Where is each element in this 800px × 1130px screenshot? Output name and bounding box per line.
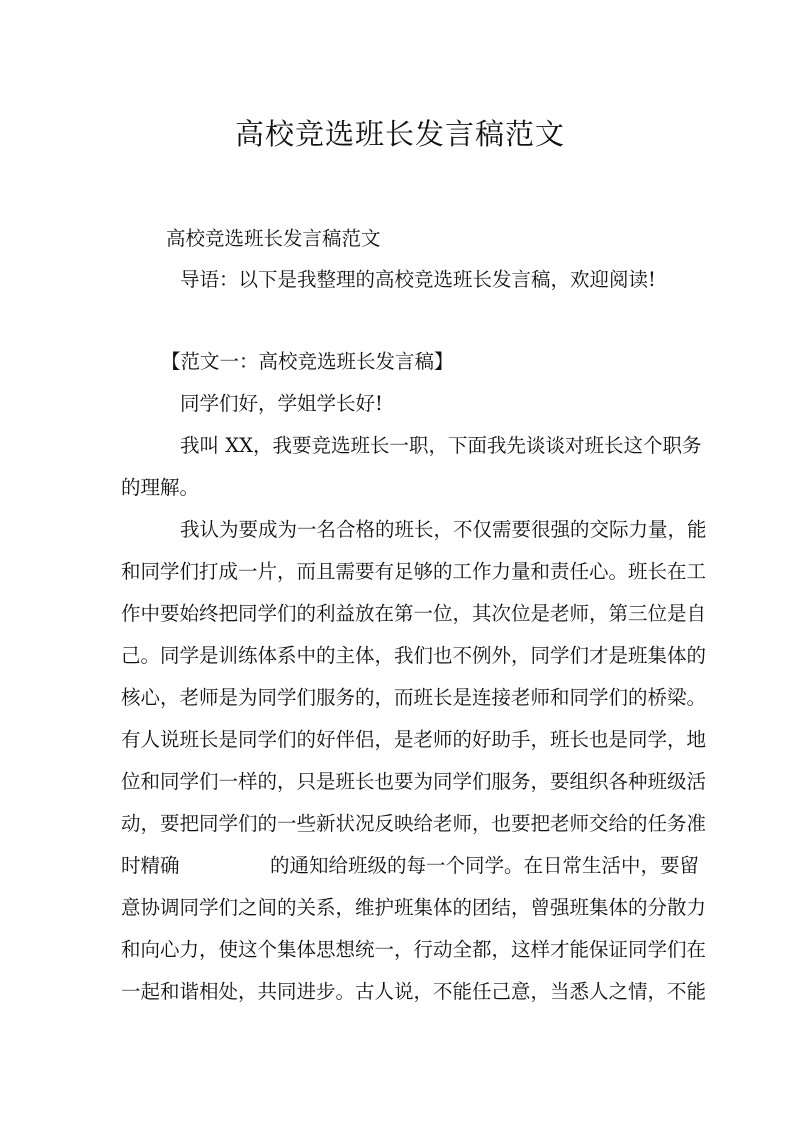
paragraph-line: 意协调同学们之间的关系，维护班集体的团结，曾强班集体的分散力 [121, 896, 707, 919]
section-heading: 【范文一：高校竞选班长发言稿】 [161, 350, 454, 373]
paragraph-line: 己。同学是训练体系中的主体，我们也不例外，同学们才是班集体的 [121, 644, 707, 667]
paragraph-line: 的理解。 [121, 476, 200, 499]
document-title: 高校竞选班长发言稿范文 [234, 117, 565, 151]
paragraph-line: 我叫 XX，我要竞选班长一职，下面我先谈谈对班长这个职务 [180, 434, 702, 457]
intro-line: 导语：以下是我整理的高校竞选班长发言稿，欢迎阅读! [180, 268, 656, 291]
paragraph-line: 一起和谐相处，共同进步。古人说，不能任己意，当悉人之情，不能 [121, 980, 707, 1003]
paragraph-line: 作中要始终把同学们的利益放在第一位，其次位是老师，第三位是自 [121, 602, 707, 625]
paragraph-line-left: 时精确 [121, 854, 180, 877]
paragraph-line: 位和同学们一样的，只是班长也要为同学们服务，要组织各种班级活 [121, 770, 707, 793]
paragraph-line-right: 的通知给班级的每一个同学。在日常生活中，要留 [270, 854, 700, 877]
paragraph-line: 我认为要成为一名合格的班长，不仅需要很强的交际力量，能 [180, 518, 707, 541]
paragraph-line: 和向心力，使这个集体思想统一，行动全都，这样才能保证同学们在 [121, 938, 707, 961]
paragraph-line: 有人说班长是同学们的好伴侣，是老师的好助手，班长也是同学，地 [121, 728, 707, 751]
paragraph-line: 动，要把同学们的一些新状况反映给老师，也要把老师交给的任务准 [121, 812, 707, 835]
paragraph-line: 核心，老师是为同学们服务的，而班长是连接老师和同学们的桥梁。 [121, 686, 707, 709]
paragraph-line: 和同学们打成一片，而且需要有足够的工作力量和责任心。班长在工 [121, 560, 707, 583]
greeting-line: 同学们好，学姐学长好! [180, 392, 383, 415]
document-subtitle: 高校竞选班长发言稿范文 [166, 227, 381, 250]
